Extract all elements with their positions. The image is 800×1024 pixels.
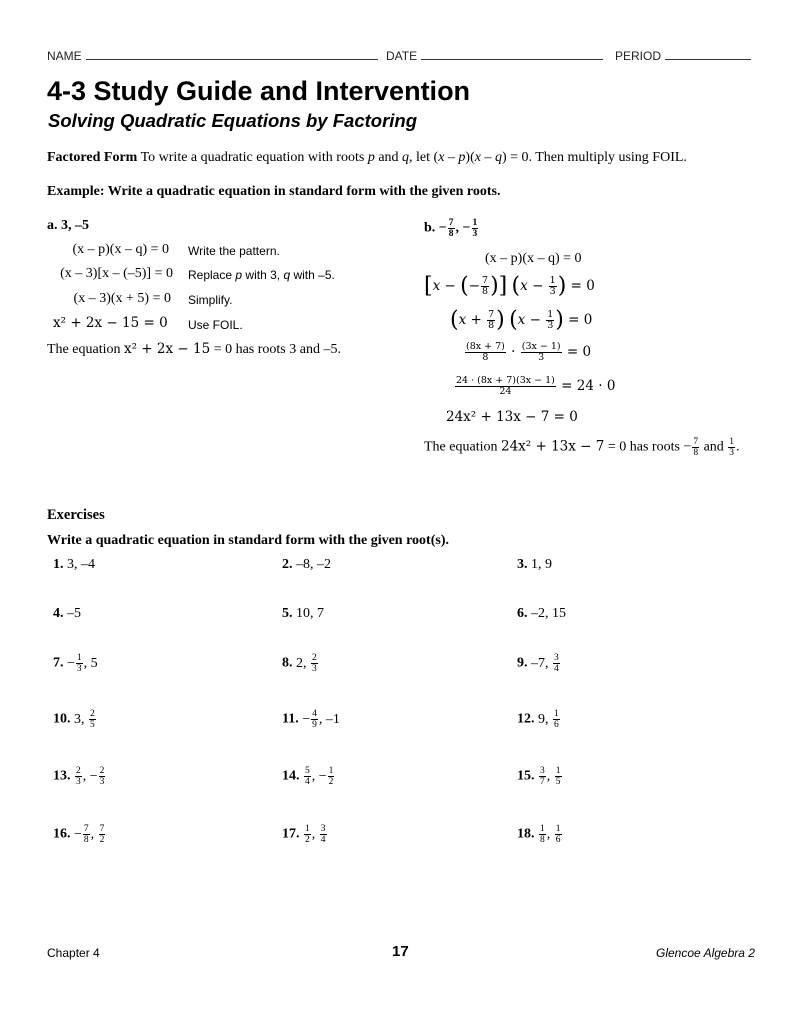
exercise-number: 15. (517, 768, 535, 784)
example-b-step-2: [x − (− $\frac{7}{8}$ )] (x − $\frac{1}{3}$ ) = 0 (424, 273, 595, 299)
exercise-item (53, 606, 81, 622)
footer-book: Glencoe Algebra 2 (656, 946, 755, 960)
period-line[interactable] (665, 47, 751, 60)
exercise-item (517, 606, 566, 622)
example-b-step-1: (x – p)(x – q) = 0 (485, 251, 582, 266)
page-subtitle: Solving Quadratic Equations by Factoring (48, 110, 418, 131)
example-b-step-4: $\frac{(8x + 7)}{8}$ · $\frac{(3x - 1)}{3}$ = 0 (466, 341, 592, 363)
exercise-item (282, 653, 319, 674)
fraction: $\frac{3}{4}$ (320, 824, 326, 845)
exercise-item (53, 653, 98, 674)
exercise-roots: $\frac{1}{8}$ , $\frac{1}{6}$ (540, 824, 561, 845)
exercise-roots: 1, 9 (531, 557, 552, 572)
page-title: 4-3 Study Guide and Intervention (47, 76, 471, 106)
fraction: $\frac{1}{6}$ (555, 824, 561, 845)
example-a-note-1: Write the pattern. (188, 244, 280, 258)
name-field[interactable]: NAME (47, 47, 378, 63)
fraction: $\frac{1}{6}$ (554, 709, 559, 730)
example-b-step-6: 24x² + 13x − 7 = 0 (446, 409, 578, 425)
fraction: $\frac{7}{8}$ (448, 218, 454, 239)
fraction: $\frac{7}{8}$ (83, 824, 89, 845)
exercise-number: 3. (517, 557, 528, 572)
fraction: $\frac{2}{3}$ (76, 766, 81, 787)
example-b-label: b. − $\frac{7}{8}$ , − $\frac{1}{3}$ (424, 218, 478, 239)
exercise-item (517, 824, 563, 845)
period-field[interactable]: PERIOD (615, 47, 751, 63)
exercise-item (53, 766, 106, 787)
exercise-number: 1. (53, 557, 64, 572)
exercise-roots: $\frac{1}{2}$ , $\frac{3}{4}$ (305, 824, 326, 845)
exercise-roots: 3, $\frac{2}{5}$ (74, 709, 95, 730)
exercise-number: 4. (53, 606, 64, 621)
exercise-roots: 3, –4 (67, 557, 95, 572)
fraction: $\frac{1}{2}$ (305, 824, 310, 845)
fraction: $\frac{7}{8}$ (488, 309, 495, 331)
example-a-step-1: (x – p)(x – q) = 0 (72, 242, 169, 257)
fraction: $\frac{(8x + 7)}{8}$ (466, 341, 505, 363)
exercise-item (517, 766, 563, 787)
example-a-step-2: (x – 3)[x – (–5)] = 0 (60, 266, 173, 281)
exercises-instruction: Write a quadratic equation in standard form with the given root(s). (47, 533, 449, 548)
exercise-number: 10. (53, 711, 71, 727)
exercise-roots: − $\frac{1}{3}$ , 5 (67, 653, 98, 674)
fraction: $\frac{(3x - 1)}{3}$ (521, 341, 561, 363)
fraction: $\frac{4}{9}$ (312, 709, 317, 730)
fraction: $\frac{3}{4}$ (554, 653, 559, 674)
fraction: $\frac{5}{4}$ (305, 766, 310, 787)
exercise-item (517, 653, 561, 674)
name-line[interactable] (86, 47, 378, 60)
fraction: $\frac{1}{3}$ (76, 653, 82, 674)
page-number: 17 (392, 943, 409, 960)
date-line[interactable] (421, 47, 603, 60)
fraction: $\frac{7}{8}$ (482, 275, 489, 297)
exercise-item (282, 709, 340, 730)
exercise-number: 5. (282, 606, 293, 621)
fraction: $\frac{1}{3}$ (729, 437, 735, 458)
fraction: $\frac{1}{3}$ (549, 275, 556, 297)
exercise-item (282, 557, 331, 573)
exercise-item (517, 709, 561, 730)
exercise-item (53, 824, 106, 845)
exercise-roots: − $\frac{7}{8}$ , $\frac{7}{2}$ (74, 824, 105, 845)
fraction: $\frac{24 \cdot (8x + 7)(3x - 1)}{24}$ (456, 375, 555, 397)
exercises-heading: Exercises (47, 507, 105, 523)
exercise-number: 7. (53, 655, 64, 671)
exercise-number: 6. (517, 606, 528, 621)
exercise-number: 9. (517, 655, 528, 671)
date-field[interactable]: DATE (386, 47, 603, 63)
exercise-number: 2. (282, 557, 293, 572)
exercise-number: 16. (53, 826, 71, 842)
exercise-number: 8. (282, 655, 293, 671)
exercise-roots: − $\frac{4}{9}$ , –1 (302, 709, 340, 730)
exercise-number: 18. (517, 826, 535, 842)
exercise-roots: 2, $\frac{2}{3}$ (296, 653, 317, 674)
example-b-step-3: (x + $\frac{7}{8}$ ) (x − $\frac{1}{3}$ ) = 0 (450, 307, 593, 333)
example-b-conclusion: The equation 24x² + 13x − 7 = 0 has roots − $\frac{7}{8}$ and $\frac{1}{3}$ . (424, 437, 740, 458)
exercise-item (282, 824, 328, 845)
exercise-item (53, 557, 95, 573)
fraction: $\frac{2}{3}$ (99, 766, 105, 787)
exercise-number: 11. (282, 711, 299, 727)
fraction: $\frac{1}{8}$ (540, 824, 545, 845)
factored-form-paragraph: Factored Form To write a quadratic equation with roots p and q, let (x – p)(x – q) = 0. Then multiply using FOIL. (47, 150, 687, 165)
exercise-roots: $\frac{2}{3}$ , − $\frac{2}{3}$ (76, 766, 105, 787)
example-a-note-2: Replace p with 3, q with –5. (188, 268, 335, 282)
exercise-number: 14. (282, 768, 300, 784)
footer-chapter: Chapter 4 (47, 946, 100, 960)
exercise-roots: $\frac{3}{7}$ , $\frac{1}{5}$ (540, 766, 561, 787)
fraction: $\frac{1}{2}$ (328, 766, 334, 787)
exercise-roots: –8, –2 (296, 557, 331, 572)
exercise-item (282, 606, 324, 622)
fraction: $\frac{3}{7}$ (540, 766, 545, 787)
example-a-label: a. 3, –5 (47, 218, 89, 233)
fraction: $\frac{7}{2}$ (99, 824, 105, 845)
example-heading: Example: Write a quadratic equation in standard form with the given roots. (47, 184, 501, 199)
example-a-step-4: x² + 2x − 15 = 0 (53, 315, 168, 331)
exercise-number: 17. (282, 826, 300, 842)
exercise-number: 12. (517, 711, 535, 727)
fraction: $\frac{2}{3}$ (312, 653, 317, 674)
exercise-roots: 10, 7 (296, 606, 324, 621)
example-a-conclusion: The equation x² + 2x − 15 = 0 has roots 3 and –5. (47, 341, 341, 357)
exercise-roots: –2, 15 (531, 606, 566, 621)
fraction: $\frac{1}{5}$ (555, 766, 561, 787)
example-b-step-5: $\frac{24 \cdot (8x + 7)(3x - 1)}{24}$ = 24 · 0 (456, 375, 616, 397)
exercise-item (53, 709, 97, 730)
example-a-step-3: (x – 3)(x + 5) = 0 (73, 291, 171, 306)
fraction: $\frac{1}{3}$ (472, 218, 478, 239)
example-a-note-3: Simplify. (188, 293, 233, 307)
exercise-roots: –5 (67, 606, 81, 621)
exercise-roots: 9, $\frac{1}{6}$ (538, 709, 559, 730)
fraction: $\frac{7}{8}$ (693, 437, 699, 458)
exercise-roots: –7, $\frac{3}{4}$ (531, 653, 559, 674)
exercise-item (282, 766, 335, 787)
example-a-note-4: Use FOIL. (188, 318, 243, 332)
exercise-item (517, 557, 552, 573)
fraction: $\frac{2}{5}$ (90, 709, 95, 730)
exercise-number: 13. (53, 768, 71, 784)
exercise-roots: $\frac{5}{4}$ , − $\frac{1}{2}$ (305, 766, 334, 787)
fraction: $\frac{1}{3}$ (547, 309, 554, 331)
